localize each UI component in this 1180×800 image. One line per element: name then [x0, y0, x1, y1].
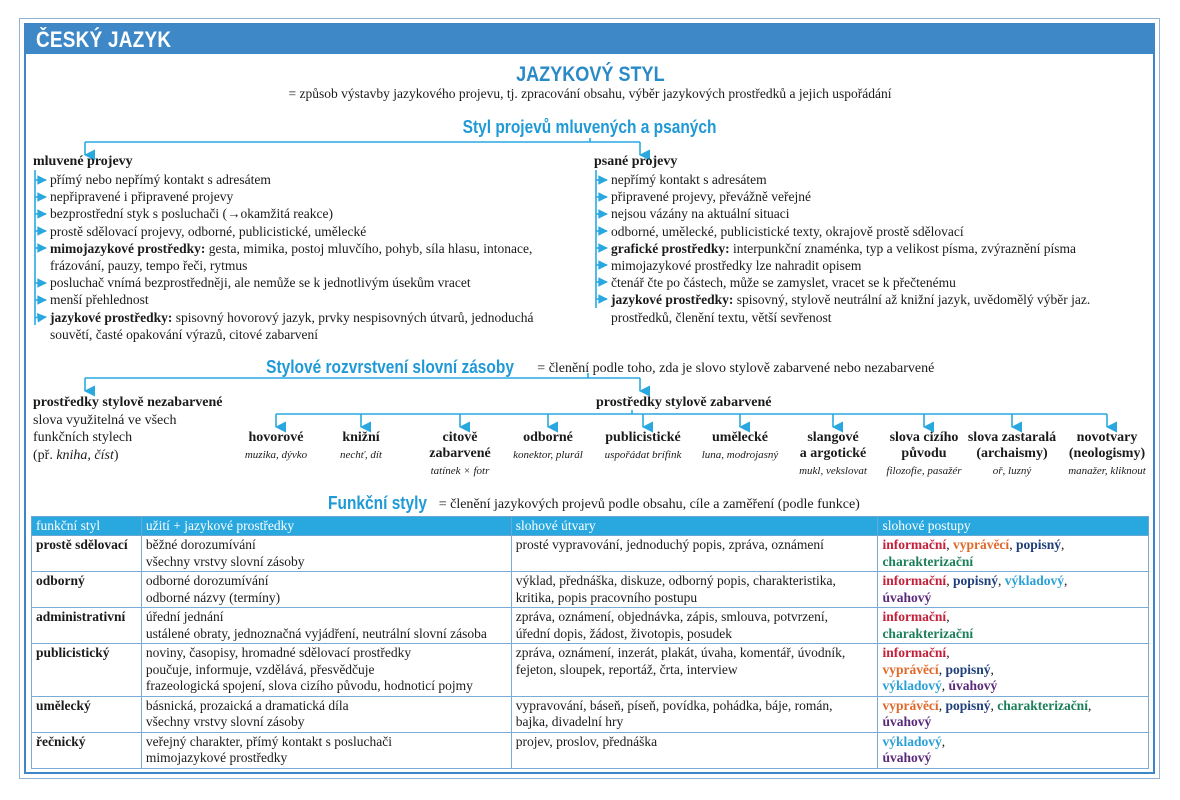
category-example: oř, luzný	[992, 465, 1032, 477]
spoken-item	[33, 223, 533, 240]
written-item	[594, 257, 1090, 274]
spoken-item	[33, 274, 533, 291]
forms-line: projev, proslov, přednáška	[515, 733, 658, 749]
category-name-line2: původu	[901, 446, 947, 461]
category-name: citově	[442, 430, 478, 445]
spoken-heading: mluvené projevy	[33, 154, 133, 169]
spoken-item-text: posluchač vnímá bezprostředněji, ale nemůže se k jednotlivým úsekům vracet	[50, 275, 471, 291]
spoken-item-continuation: frázování, pauzy, tempo řeči, rytmus	[50, 258, 248, 274]
category-name: novotvary	[1076, 430, 1138, 445]
section2-definition: = členění podle toho, zda je slovo stylově zabarvené nebo nezabarvené	[537, 361, 935, 376]
cell-style: umělecký	[32, 696, 142, 732]
header-title: ČESKÝ JAZYK	[36, 27, 172, 52]
usage-line: všechny vrstvy slovní zásoby	[145, 553, 305, 569]
category-name: odborné	[523, 430, 573, 445]
usage-line: ustálené obraty, jednoznačná vyjádření, neutrální slovní zásoba	[145, 625, 487, 641]
method-vyp: vyprávěcí	[952, 537, 1010, 552]
cell-style: administrativní	[32, 608, 142, 644]
spoken-item-continuation: souvětí, časté opakování výrazů, citové zabarvení	[50, 326, 319, 342]
forms-line: bajka, divadelní hry	[515, 714, 624, 729]
usage-line: odborné dorozumívání	[145, 573, 269, 588]
written-item-text: spisovný, stylově neutrální až knižní jazyk, uvědomělý výběr jaz.	[733, 292, 1091, 308]
section3-title	[0, 493, 1180, 514]
methods-line	[882, 537, 1144, 554]
section2-title-text: Stylové rozvrstvení slovní zásoby	[265, 357, 514, 377]
methods-line	[882, 678, 1144, 695]
spoken-item-text: gesta, mimika, postoj mluvčího, pohyb, síla hlasu, intonace,	[205, 240, 533, 256]
category-example: uspořádat brífink	[604, 449, 682, 461]
methods-line	[882, 609, 1144, 626]
method-vyk: výkladový	[882, 733, 942, 749]
category-example: filozofie, pasažér	[886, 465, 962, 477]
written-heading: psané projevy	[594, 154, 678, 169]
spoken-item	[33, 309, 533, 326]
category-example: manažer, kliknout	[1068, 465, 1146, 477]
category-example: mukl, vekslovat	[799, 465, 867, 477]
cell-methods	[878, 608, 1149, 644]
neutral-line3	[33, 447, 223, 465]
neutral-example: kniha, číst	[56, 447, 114, 463]
spoken-list	[33, 171, 533, 343]
table-row	[32, 732, 1149, 768]
separator: ,	[1060, 537, 1065, 552]
cell-usage	[141, 572, 511, 608]
category-name-line2: (archaismy)	[976, 446, 1048, 461]
usage-line: veřejný charakter, přímý kontakt s posluchači	[145, 733, 393, 749]
cell-forms	[511, 644, 878, 697]
table-row	[32, 572, 1149, 608]
separator: ,	[946, 573, 953, 588]
cell-methods	[878, 696, 1149, 732]
neutral-line3-prefix: (př.	[33, 447, 57, 463]
cell-usage	[141, 644, 511, 697]
forms-line: výklad, přednáška, diskuze, odborný popis, charakteristika,	[515, 573, 836, 588]
spoken-item	[33, 171, 533, 188]
cell-style: publicistický	[32, 644, 142, 697]
written-item-text: nepřímý kontakt s adresátem	[611, 172, 767, 187]
methods-line	[882, 554, 1144, 571]
colored-heading: prostředky stylově zabarvené	[596, 395, 772, 410]
method-cha: charakterizační	[997, 697, 1088, 713]
forms-line: zpráva, oznámení, inzerát, plakát, úvaha, komentář, úvodník,	[515, 645, 846, 660]
method-vyp: vyprávěcí	[882, 661, 939, 677]
cell-methods	[878, 732, 1149, 768]
spoken-item	[33, 240, 533, 257]
table-row	[32, 608, 1149, 644]
forms-line: úřední dopis, žádost, životopis, posudek	[515, 625, 733, 641]
usage-line: úřední jednání	[145, 609, 224, 624]
written-item	[594, 223, 1090, 240]
written-item-text: nejsou vázány na aktuální situaci	[611, 206, 790, 222]
category-example: nechť, dít	[340, 449, 382, 461]
spoken-item-label: mimojazykové prostředky:	[50, 240, 206, 256]
separator: ,	[946, 537, 953, 552]
col-header-style: funkční styl	[32, 517, 142, 536]
spoken-item-text: menší přehlednost	[50, 292, 149, 308]
separator: ,	[990, 697, 998, 713]
separator: ,	[938, 697, 946, 713]
main-title	[0, 62, 1180, 87]
category-name: publicistické	[605, 430, 681, 445]
methods-line	[882, 590, 1144, 607]
methods-line	[882, 734, 1144, 751]
cell-forms	[511, 732, 878, 768]
table-row	[32, 696, 1149, 732]
separator: ,	[946, 609, 950, 624]
section1-title	[0, 117, 1180, 138]
cell-usage	[141, 732, 511, 768]
spoken-item-text: bezprostřední styk s posluchači (→okamžitá reakce)	[50, 206, 334, 222]
forms-line: kritika, popis pracovního postupu	[515, 589, 698, 605]
separator: ,	[946, 645, 950, 660]
methods-line	[882, 626, 1144, 643]
category-name: slova cizího	[889, 430, 959, 445]
spoken-item	[33, 188, 533, 205]
section2-title	[0, 357, 1180, 378]
usage-line: odborné názvy (termíny)	[145, 589, 281, 605]
category-example: luna, modrojasný	[701, 449, 779, 461]
separator: ,	[938, 661, 946, 677]
category-name-line2: (neologismy)	[1068, 446, 1146, 461]
written-item	[594, 291, 1090, 308]
category-name: hovorové	[248, 430, 304, 445]
cell-forms	[511, 572, 878, 608]
category-example: konektor, plurál	[513, 449, 583, 461]
method-inf: informační	[882, 537, 947, 552]
method-pop: popisný	[945, 661, 991, 677]
col-header-usage: užití + jazykové prostředky	[141, 517, 511, 536]
cell-usage	[141, 696, 511, 732]
method-uva: úvahový	[882, 589, 932, 605]
spoken-item-label: jazykové prostředky:	[50, 309, 173, 325]
usage-line: mimojazykové prostředky	[145, 750, 288, 765]
cell-forms	[511, 696, 878, 732]
category-example: muzika, dývko	[244, 449, 308, 461]
forms-line: prosté vypravování, jednoduchý popis, zpráva, oznámení	[515, 537, 824, 552]
method-cha: charakterizační	[882, 625, 974, 641]
written-item	[594, 171, 1090, 188]
cell-methods	[878, 644, 1149, 697]
cell-style: odborný	[32, 572, 142, 608]
category-name: slova zastaralá	[967, 430, 1057, 445]
method-pop: popisný	[952, 573, 998, 588]
written-item-text: připravené projevy, převážně veřejné	[611, 189, 812, 205]
neutral-line1: slova využitelná ve všech	[33, 412, 177, 428]
neutral-heading: prostředky stylově nezabarvené	[33, 395, 223, 410]
cell-forms	[511, 536, 878, 572]
method-uva: úvahový	[948, 678, 998, 693]
spoken-item-text: prostě sdělovací projevy, odborné, publicistické, umělecké	[50, 223, 367, 239]
separator: ,	[1064, 573, 1068, 588]
cell-usage	[141, 536, 511, 572]
main-title-text: JAZYKOVÝ STYL	[515, 63, 665, 86]
usage-line: běžné dorozumívání	[145, 537, 256, 552]
usage-line: noviny, časopisy, hromadné sdělovací prostředky	[145, 645, 412, 660]
usage-line: poučuje, informuje, vzdělává, přesvědčuje	[145, 661, 375, 677]
methods-line	[882, 645, 1144, 662]
cell-methods	[878, 572, 1149, 608]
cell-style: řečnický	[32, 732, 142, 768]
method-uva: úvahový	[882, 714, 932, 729]
written-item-text: odborné, umělecké, publicistické texty, okrajově prostě sdělovací	[611, 223, 964, 239]
col-header-forms: slohové útvary	[511, 517, 878, 536]
separator: ,	[941, 733, 946, 749]
section3-definition: = členění jazykových projevů podle obsahu, cíle a zaměření (podle funkce)	[438, 497, 860, 512]
forms-line: fejeton, sloupek, reportáž, črta, interview	[515, 661, 738, 677]
forms-line: zpráva, oznámení, objednávka, zápis, smlouva, potvrzení,	[515, 609, 828, 624]
usage-line: všechny vrstvy slovní zásoby	[145, 714, 305, 729]
written-item-text: čtenář čte po částech, může se zamyslet, vracet se k přečtenému	[611, 275, 956, 291]
spoken-item-text: nepřipravené i připravené projevy	[50, 189, 234, 205]
separator: ,	[1087, 697, 1092, 713]
methods-line	[882, 750, 1144, 767]
written-item-text: interpunkční znaménka, typ a velikost písma, zvýraznění písma	[729, 240, 1077, 256]
written-item-label: grafické prostředky:	[611, 240, 730, 256]
table-row	[32, 644, 1149, 697]
method-pop: popisný	[1015, 537, 1061, 552]
spoken-item	[33, 205, 533, 222]
method-vyk: výkladový	[882, 678, 942, 693]
method-pop: popisný	[945, 697, 991, 713]
table-row	[32, 536, 1149, 572]
cell-usage	[141, 608, 511, 644]
neutral-line2: funkčních stylech	[33, 430, 133, 445]
cell-style: prostě sdělovací	[32, 536, 142, 572]
section3-title-text: Funkční styly	[328, 493, 428, 513]
methods-line	[882, 714, 1144, 731]
method-vyp: vyprávěcí	[882, 697, 939, 713]
cell-methods	[878, 536, 1149, 572]
spoken-item	[33, 291, 533, 308]
method-inf: informační	[882, 609, 947, 624]
usage-line: frazeologická spojení, slova cizího původu, hodnoticí pojmy	[145, 678, 473, 693]
written-item-continuation: prostředků, členění textu, větší sevřenost	[611, 309, 832, 325]
header-bar	[26, 25, 1153, 54]
method-vyk: výkladový	[1004, 573, 1064, 588]
usage-line: básnická, prozaická a dramatická díla	[145, 697, 349, 713]
table-header-row	[32, 517, 1149, 536]
category-name: umělecké	[712, 430, 768, 445]
category-10	[1047, 430, 1167, 480]
written-item	[594, 205, 1090, 222]
section1-title-text: Styl projevů mluvených a psaných	[463, 117, 717, 137]
forms-line: vypravování, báseň, píseň, povídka, pohádka, báje, román,	[515, 697, 833, 713]
neutral-block	[33, 394, 223, 464]
neutral-line3-suffix: )	[113, 447, 119, 463]
cell-forms	[511, 608, 878, 644]
spoken-item-text: spisovný hovorový jazyk, prvky nespisovných útvarů, jednoduchá	[172, 309, 534, 325]
written-item-label: jazykové prostředky:	[611, 292, 734, 308]
written-item	[594, 240, 1090, 257]
separator: ,	[990, 661, 994, 677]
methods-line	[882, 573, 1144, 590]
method-inf: informační	[882, 645, 947, 660]
category-name: slangové	[807, 430, 859, 445]
category-name-line2: zabarvené	[429, 446, 491, 461]
methods-line	[882, 662, 1144, 679]
method-uva: úvahový	[882, 750, 932, 765]
written-item	[594, 188, 1090, 205]
written-item-text: mimojazykové prostředky lze nahradit opisem	[611, 258, 862, 274]
method-inf: informační	[882, 573, 947, 588]
methods-line	[882, 698, 1144, 715]
category-example: tatínek × fotr	[430, 465, 490, 477]
main-definition: = způsob výstavby jazykového projevu, tj. zpracování obsahu, výběr jazykových prostředků a jejich uspořádání	[288, 86, 892, 101]
written-item	[594, 274, 1090, 291]
written-list	[594, 171, 1090, 326]
separator: ,	[1009, 537, 1016, 552]
category-name: knižní	[342, 430, 380, 445]
separator: ,	[997, 573, 1005, 588]
spoken-item-text: přímý nebo nepřímý kontakt s adresátem	[50, 172, 271, 187]
col-header-methods: slohové postupy	[878, 517, 1149, 536]
separator: ,	[941, 678, 949, 693]
method-cha: charakterizační	[882, 553, 974, 569]
functional-styles-table	[31, 516, 1149, 769]
category-name-line2: a argotické	[799, 446, 867, 461]
